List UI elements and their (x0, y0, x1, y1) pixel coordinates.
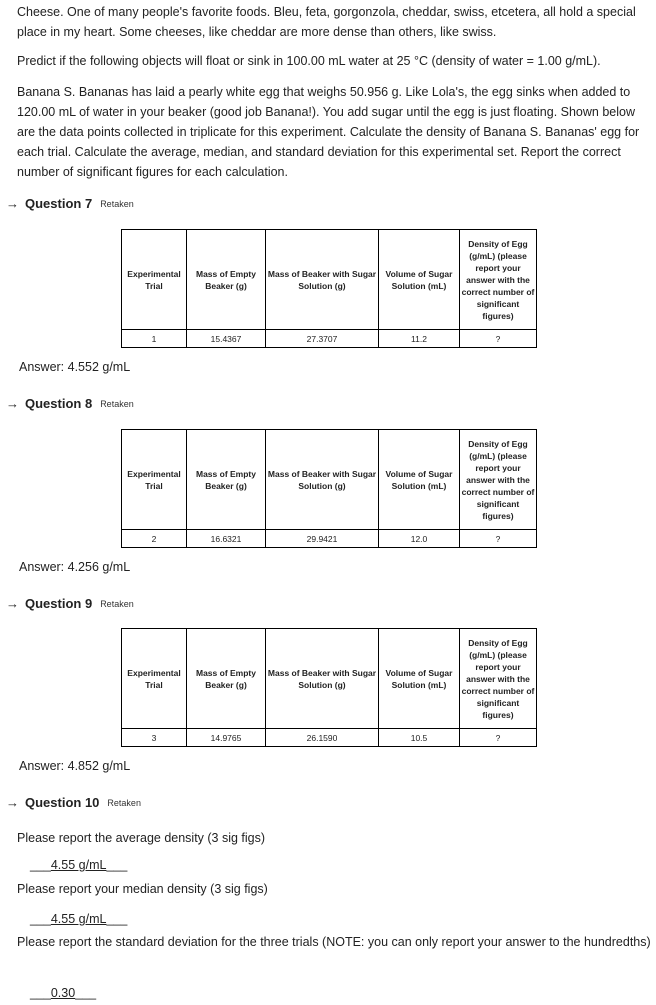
cell-volume: 10.5 (379, 729, 460, 747)
header-volume: Volume of Sugar Solution (mL) (379, 230, 460, 330)
arrow-right-icon: → (6, 396, 19, 411)
header-beaker-sugar: Mass of Beaker with Sugar Solution (g) (266, 629, 379, 729)
question-7-heading (6, 196, 134, 211)
answer-q9: Answer: 4.852 g/mL (19, 759, 131, 773)
intro-banana: Banana S. Bananas has laid a pearly white egg that weighs 50.956 g. Like Lola's, the egg sinks when added to 120.00 mL of water in your beaker (good job Banana!). You add sugar until the egg is just floating. Shown below are the data points collected in triplicate for this experiment. Calculate the density of Banana S. Bananas' egg for each trial. Calculate the average, median, and standard deviation for this experimental set. Report the correct number of significant figures for each calculation. (17, 85, 640, 179)
arrow-right-icon: → (6, 196, 19, 211)
cell-empty-beaker: 15.4367 (187, 330, 266, 348)
question-title: Question 10 (25, 795, 100, 810)
data-table-trial-1 (121, 229, 537, 348)
header-empty-beaker: Mass of Empty Beaker (g) (187, 629, 266, 729)
retaken-tag: Retaken (107, 797, 141, 808)
retaken-tag: Retaken (100, 198, 134, 209)
question-8-heading (6, 396, 134, 411)
header-density: Density of Egg (g/mL) (please report your answer with the correct number of significant figures) (460, 629, 537, 729)
average-prompt: Please report the average density (3 sig figs) (17, 831, 266, 845)
arrow-right-icon: → (6, 795, 19, 810)
question-9-heading (6, 596, 134, 611)
intro-predict: Predict if the following objects will float or sink in 100.00 mL water at 25 °C (density of water = 1.00 g/mL). (17, 54, 601, 68)
median-answer-field: ___4.55 g/mL___ (30, 912, 128, 926)
cell-density: ? (460, 330, 537, 348)
average-answer-field: ___4.55 g/mL___ (30, 858, 128, 872)
data-table-trial-2 (121, 429, 537, 548)
header-beaker-sugar: Mass of Beaker with Sugar Solution (g) (266, 430, 379, 530)
arrow-right-icon: → (6, 596, 19, 611)
question-title: Question 9 (25, 596, 93, 611)
cell-beaker-sugar: 26.1590 (266, 729, 379, 747)
cell-density: ? (460, 729, 537, 747)
median-prompt: Please report your median density (3 sig figs) (17, 882, 268, 896)
cell-beaker-sugar: 29.9421 (266, 530, 379, 548)
question-title: Question 7 (25, 196, 93, 211)
std-answer: 0.30 (50, 986, 76, 1000)
cell-trial: 2 (122, 530, 187, 548)
data-table-trial-3 (121, 628, 537, 747)
cell-empty-beaker: 14.9765 (187, 729, 266, 747)
average-answer: 4.55 g/mL (50, 858, 107, 872)
cell-density: ? (460, 530, 537, 548)
std-prompt: Please report the standard deviation for the three trials (NOTE: you can only report your answer to the hundredths) (17, 935, 651, 949)
header-trial: Experimental Trial (122, 629, 187, 729)
cell-volume: 12.0 (379, 530, 460, 548)
header-density: Density of Egg (g/mL) (please report your answer with the correct number of significant figures) (460, 430, 537, 530)
retaken-tag: Retaken (100, 398, 134, 409)
header-volume: Volume of Sugar Solution (mL) (379, 629, 460, 729)
std-answer-field: ___0.30___ (30, 986, 97, 1000)
question-title: Question 8 (25, 396, 93, 411)
header-volume: Volume of Sugar Solution (mL) (379, 430, 460, 530)
retaken-tag: Retaken (100, 598, 134, 609)
cell-beaker-sugar: 27.3707 (266, 330, 379, 348)
cell-empty-beaker: 16.6321 (187, 530, 266, 548)
header-beaker-sugar: Mass of Beaker with Sugar Solution (g) (266, 230, 379, 330)
header-density: Density of Egg (g/mL) (please report your answer with the correct number of significant figures) (460, 230, 537, 330)
intro-cheese: Cheese. One of many people's favorite foods. Bleu, feta, gorgonzola, cheddar, swiss, etcetera, all hold a special place in my heart. Some cheeses, like cheddar are more dense than others, like swiss. (17, 5, 636, 39)
header-trial: Experimental Trial (122, 230, 187, 330)
question-10-heading (6, 795, 141, 810)
cell-trial: 1 (122, 330, 187, 348)
header-trial: Experimental Trial (122, 430, 187, 530)
answer-q8: Answer: 4.256 g/mL (19, 560, 131, 574)
cell-volume: 11.2 (379, 330, 460, 348)
header-empty-beaker: Mass of Empty Beaker (g) (187, 430, 266, 530)
cell-trial: 3 (122, 729, 187, 747)
median-answer: 4.55 g/mL (50, 912, 107, 926)
header-empty-beaker: Mass of Empty Beaker (g) (187, 230, 266, 330)
answer-q7: Answer: 4.552 g/mL (19, 360, 131, 374)
